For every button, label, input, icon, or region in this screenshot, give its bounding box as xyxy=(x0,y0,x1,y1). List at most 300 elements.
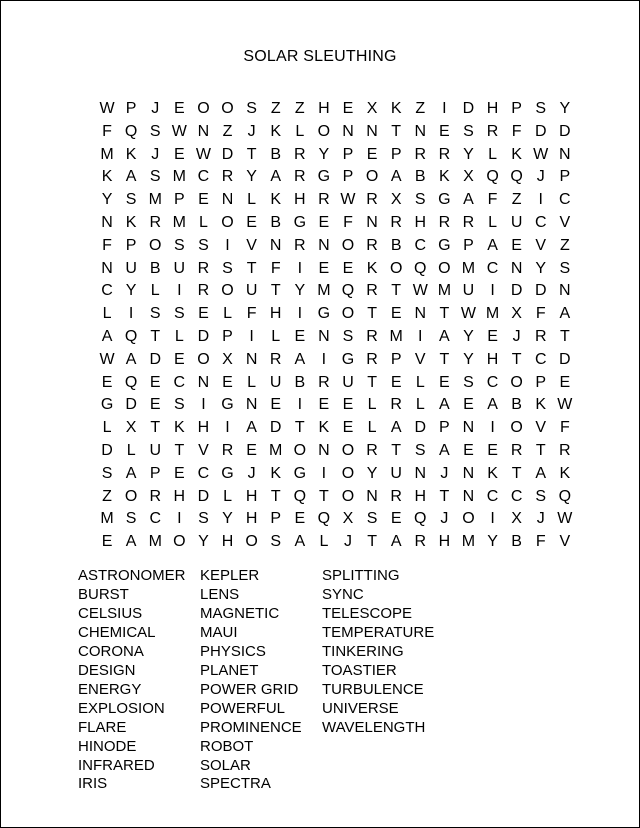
grid-letter: Y xyxy=(463,350,474,368)
grid-letter: C xyxy=(101,282,113,300)
grid-letter: Q xyxy=(510,168,523,186)
grid-letter: X xyxy=(463,168,474,186)
word-list-item: TELESCOPE xyxy=(322,604,413,622)
word-list-item: SOLAR xyxy=(200,756,251,774)
page-title: SOLAR SLEUTHING xyxy=(243,48,397,65)
grid-letter: N xyxy=(101,213,113,231)
word-list-column-3 xyxy=(322,567,462,794)
grid-letter: F xyxy=(535,305,546,323)
grid-letter: S xyxy=(246,100,257,117)
grid-letter: G xyxy=(341,350,355,368)
grid-letter: I xyxy=(418,327,423,345)
grid-letter: R xyxy=(149,213,162,231)
grid-letter: N xyxy=(462,419,475,437)
grid-letter: A xyxy=(439,441,450,459)
grid-letter: A xyxy=(125,350,137,368)
grid-letter: N xyxy=(414,305,427,323)
grid-letter: H xyxy=(438,533,451,551)
grid-row xyxy=(95,326,577,349)
grid-letter: B xyxy=(414,168,426,186)
grid-letter: T xyxy=(391,282,402,300)
grid-letter: R xyxy=(366,327,378,345)
grid-letter: C xyxy=(534,350,547,368)
grid-letter: Y xyxy=(294,282,306,300)
grid-letter: D xyxy=(125,396,137,414)
grid-letter: A xyxy=(246,419,257,437)
grid-letter: I xyxy=(442,100,447,117)
word-list-item: TEMPERATURE xyxy=(322,623,435,641)
grid-letter: E xyxy=(270,396,282,414)
grid-letter: K xyxy=(559,464,571,482)
grid-letter: R xyxy=(438,145,451,163)
grid-letter: W xyxy=(340,191,356,209)
grid-letter: K xyxy=(487,464,498,482)
grid-letter: M xyxy=(317,282,331,300)
grid-letter: L xyxy=(367,396,377,414)
word-list-item: INFRARED xyxy=(78,756,155,774)
grid-letter: Q xyxy=(124,327,138,345)
grid-letter: P xyxy=(149,464,161,482)
grid-letter: M xyxy=(461,533,476,551)
grid-letter: W xyxy=(557,510,573,528)
grid-letter: K xyxy=(270,122,282,140)
grid-letter: W xyxy=(195,145,211,163)
word-list-item: ENERGY xyxy=(78,680,142,698)
grid-row xyxy=(95,144,577,167)
grid-letter: N xyxy=(318,327,330,345)
grid-letter: G xyxy=(221,464,234,482)
grid-letter: S xyxy=(149,122,161,140)
grid-letter: N xyxy=(197,122,210,140)
grid-letter: S xyxy=(414,441,426,459)
word-list-column-2 xyxy=(200,567,322,794)
grid-letter: I xyxy=(490,419,495,437)
grid-letter: O xyxy=(173,533,186,551)
grid-letter: P xyxy=(222,327,233,345)
grid-letter: G xyxy=(293,213,307,231)
grid-letter: I xyxy=(128,305,134,323)
grid-letter: P xyxy=(559,168,571,186)
grid-letter: T xyxy=(270,487,281,505)
grid-letter: R xyxy=(197,282,210,300)
grid-letter: I xyxy=(490,282,495,300)
word-list-item: POWER GRID xyxy=(200,680,299,698)
grid-letter: E xyxy=(173,350,185,368)
grid-letter: S xyxy=(198,510,209,528)
grid-letter: X xyxy=(390,191,402,209)
grid-letter: H xyxy=(486,350,499,368)
grid-letter: R xyxy=(197,259,210,277)
grid-letter: F xyxy=(487,191,498,209)
grid-letter: R xyxy=(366,191,378,209)
word-list-item: IRIS xyxy=(78,775,108,793)
word-list xyxy=(78,567,462,794)
grid-letter: I xyxy=(297,259,303,277)
grid-letter: K xyxy=(125,145,137,163)
grid-letter: N xyxy=(414,464,427,482)
grid-letter: X xyxy=(511,510,522,528)
grid-letter: E xyxy=(463,441,474,459)
grid-letter: D xyxy=(510,282,523,300)
grid-letter: E xyxy=(149,373,161,391)
grid-letter: N xyxy=(245,350,258,368)
grid-letter: D xyxy=(534,282,547,300)
grid-letter: Z xyxy=(559,236,570,254)
grid-letter: T xyxy=(270,282,281,300)
grid-letter: N xyxy=(462,487,475,505)
word-list-item: WAVELENGTH xyxy=(322,718,426,736)
word-list-item: ROBOT xyxy=(200,737,254,755)
grid-row xyxy=(95,98,577,121)
grid-letter: V xyxy=(535,419,547,437)
grid-row xyxy=(95,280,577,303)
grid-letter: P xyxy=(511,100,522,117)
grid-letter: O xyxy=(221,282,234,300)
grid-letter: A xyxy=(559,305,571,323)
grid-letter: L xyxy=(367,419,377,437)
grid-row xyxy=(95,508,577,531)
grid-letter: T xyxy=(367,373,377,391)
grid-letter: M xyxy=(148,191,162,209)
grid-letter: A xyxy=(294,533,306,551)
grid-letter: C xyxy=(486,259,499,277)
grid-letter: P xyxy=(173,191,185,209)
grid-letter: G xyxy=(317,168,331,186)
grid-letter: O xyxy=(293,441,307,459)
grid-letter: F xyxy=(535,533,546,551)
grid-letter: T xyxy=(511,350,522,368)
word-list-item: CHEMICAL xyxy=(78,623,156,641)
grid-letter: D xyxy=(559,350,571,368)
grid-letter: N xyxy=(510,259,523,277)
grid-letter: N xyxy=(366,213,378,231)
grid-letter: L xyxy=(126,441,136,459)
grid-letter: L xyxy=(415,396,425,414)
grid-letter: N xyxy=(559,282,571,300)
grid-letter: L xyxy=(319,533,329,551)
grid-row xyxy=(95,531,577,554)
grid-letter: L xyxy=(247,373,257,391)
grid-letter: E xyxy=(294,327,306,345)
grid-letter: E xyxy=(198,305,209,323)
grid-letter: O xyxy=(197,350,210,368)
grid-letter: Y xyxy=(222,510,233,528)
grid-letter: K xyxy=(125,213,137,231)
grid-letter: T xyxy=(535,441,546,459)
word-list-item: TURBULENCE xyxy=(322,680,424,698)
grid-letter: R xyxy=(294,168,306,186)
grid-letter: H xyxy=(486,100,499,117)
grid-letter: S xyxy=(173,396,185,414)
grid-letter: H xyxy=(294,191,306,209)
grid-letter: C xyxy=(486,487,499,505)
grid-letter: O xyxy=(438,259,451,277)
grid-letter: H xyxy=(269,305,282,323)
grid-letter: O xyxy=(510,373,523,391)
grid-letter: Y xyxy=(101,191,113,209)
grid-row xyxy=(95,372,577,395)
grid-letter: N xyxy=(366,487,378,505)
grid-letter: S xyxy=(222,259,233,277)
grid-letter: T xyxy=(319,487,329,505)
grid-letter: T xyxy=(511,464,522,482)
grid-letter: O xyxy=(197,100,210,117)
grid-letter: C xyxy=(149,510,162,528)
grid-letter: O xyxy=(221,100,234,117)
grid-letter: E xyxy=(173,145,185,163)
grid-letter: S xyxy=(366,510,378,528)
grid-letter: Y xyxy=(125,282,137,300)
grid-letter: B xyxy=(511,396,522,414)
grid-letter: Y xyxy=(559,100,571,117)
grid-row xyxy=(95,440,577,463)
word-list-item: SYNC xyxy=(322,585,364,603)
grid-letter: W xyxy=(460,305,476,323)
grid-letter: L xyxy=(488,213,497,231)
grid-letter: F xyxy=(270,259,281,277)
grid-letter: A xyxy=(463,191,474,209)
grid-letter: T xyxy=(246,259,257,277)
grid-letter: M xyxy=(389,327,403,345)
grid-letter: S xyxy=(125,510,137,528)
word-list-item: UNIVERSE xyxy=(322,699,399,717)
grid-letter: Q xyxy=(341,282,355,300)
grid-letter: E xyxy=(439,373,450,391)
grid-letter: R xyxy=(269,350,282,368)
grid-letter: L xyxy=(223,487,232,505)
grid-letter: Q xyxy=(414,510,427,528)
grid-letter: H xyxy=(318,100,330,117)
grid-letter: O xyxy=(124,487,138,505)
grid-letter: H xyxy=(197,419,210,437)
grid-letter: W xyxy=(99,100,115,117)
grid-letter: R xyxy=(486,122,499,140)
grid-letter: T xyxy=(150,419,161,437)
grid-letter: V xyxy=(535,236,547,254)
grid-letter: M xyxy=(461,259,476,277)
grid-letter: J xyxy=(151,100,160,117)
grid-letter: K xyxy=(270,191,282,209)
grid-letter: S xyxy=(149,168,161,186)
grid-letter: I xyxy=(225,236,230,254)
grid-letter: L xyxy=(150,282,160,300)
grid-letter: D xyxy=(197,327,210,345)
letter-grid xyxy=(95,98,577,554)
grid-letter: R xyxy=(366,350,378,368)
grid-letter: W xyxy=(557,396,573,414)
grid-letter: G xyxy=(100,396,114,414)
grid-letter: N xyxy=(221,191,234,209)
grid-letter: D xyxy=(221,145,234,163)
grid-letter: E xyxy=(511,236,522,254)
grid-letter: R xyxy=(318,191,330,209)
grid-letter: A xyxy=(390,168,402,186)
grid-letter: S xyxy=(198,236,209,254)
grid-letter: I xyxy=(225,419,230,437)
grid-letter: W xyxy=(412,282,428,300)
grid-row xyxy=(95,417,577,440)
grid-letter: O xyxy=(341,441,355,459)
grid-letter: O xyxy=(341,487,355,505)
grid-letter: M xyxy=(485,305,500,323)
grid-letter: Q xyxy=(558,487,572,505)
grid-letter: E xyxy=(342,100,354,117)
grid-letter: S xyxy=(535,100,547,117)
grid-letter: C xyxy=(173,373,186,391)
grid-letter: A xyxy=(390,533,402,551)
grid-letter: U xyxy=(125,259,137,277)
grid-letter: E xyxy=(390,305,402,323)
grid-letter: A xyxy=(125,533,137,551)
grid-letter: L xyxy=(102,305,112,323)
grid-letter: S xyxy=(173,236,185,254)
grid-letter: J xyxy=(343,533,352,551)
grid-letter: N xyxy=(197,373,210,391)
grid-letter: J xyxy=(151,145,160,163)
grid-letter: C xyxy=(534,213,547,231)
grid-letter: Y xyxy=(366,464,378,482)
grid-letter: E xyxy=(487,327,498,345)
grid-letter: O xyxy=(149,236,162,254)
grid-letter: A xyxy=(390,419,402,437)
grid-letter: P xyxy=(390,145,402,163)
grid-letter: R xyxy=(149,487,162,505)
grid-letter: E xyxy=(559,373,571,391)
word-list-item: MAGNETIC xyxy=(200,604,280,622)
grid-letter: A xyxy=(125,464,137,482)
grid-letter: T xyxy=(246,145,257,163)
grid-letter: Y xyxy=(246,168,257,186)
grid-row xyxy=(95,121,577,144)
grid-letter: M xyxy=(437,282,452,300)
grid-letter: D xyxy=(197,487,210,505)
grid-letter: O xyxy=(341,305,355,323)
grid-letter: W xyxy=(99,350,115,368)
grid-letter: I xyxy=(297,305,303,323)
grid-letter: H xyxy=(173,487,186,505)
grid-letter: T xyxy=(439,350,450,368)
word-list-item: POWERFUL xyxy=(200,699,286,717)
grid-letter: Y xyxy=(318,145,330,163)
grid-letter: P xyxy=(125,100,137,117)
grid-letter: F xyxy=(511,122,522,140)
word-list-item: KEPLER xyxy=(200,567,260,584)
grid-letter: P xyxy=(125,236,137,254)
grid-letter: H xyxy=(245,510,258,528)
grid-letter: A xyxy=(294,350,306,368)
grid-letter: Z xyxy=(222,122,233,140)
grid-letter: E xyxy=(390,510,402,528)
grid-letter: J xyxy=(440,510,449,528)
grid-letter: P xyxy=(390,350,402,368)
grid-letter: N xyxy=(559,145,571,163)
grid-letter: G xyxy=(317,305,331,323)
grid-letter: F xyxy=(102,236,112,254)
grid-letter: K xyxy=(270,464,282,482)
grid-letter: R xyxy=(462,213,475,231)
word-list-item: PROMINENCE xyxy=(200,718,302,736)
grid-letter: R xyxy=(390,213,402,231)
grid-letter: J xyxy=(247,464,256,482)
grid-letter: E xyxy=(246,213,257,231)
word-list-item: SPECTRA xyxy=(200,775,271,793)
grid-letter: X xyxy=(125,419,137,437)
grid-letter: R xyxy=(390,487,402,505)
grid-letter: Q xyxy=(124,122,138,140)
grid-letter: D xyxy=(559,122,571,140)
word-list-item: MAUI xyxy=(200,623,238,641)
grid-letter: E xyxy=(487,441,498,459)
grid-letter: E xyxy=(318,396,330,414)
grid-letter: O xyxy=(341,464,355,482)
grid-letter: E xyxy=(366,145,378,163)
grid-letter: D xyxy=(269,419,282,437)
grid-letter: T xyxy=(439,487,450,505)
grid-letter: M xyxy=(100,510,114,528)
grid-letter: G xyxy=(438,236,451,254)
grid-letter: L xyxy=(415,373,425,391)
word-list-item: HINODE xyxy=(78,737,137,755)
grid-letter: R xyxy=(438,213,451,231)
grid-letter: G xyxy=(221,396,234,414)
grid-letter: R xyxy=(510,441,523,459)
grid-letter: R xyxy=(414,145,427,163)
grid-letter: N xyxy=(269,236,282,254)
grid-letter: V xyxy=(559,213,571,231)
grid-letter: R xyxy=(318,373,330,391)
grid-letter: S xyxy=(101,464,113,482)
grid-letter: H xyxy=(245,487,258,505)
grid-letter: I xyxy=(249,327,254,345)
grid-letter: E xyxy=(173,464,185,482)
grid-letter: P xyxy=(342,145,354,163)
grid-letter: E xyxy=(294,510,306,528)
grid-letter: N xyxy=(101,259,113,277)
grid-letter: Z xyxy=(511,191,522,209)
grid-letter: N xyxy=(318,236,330,254)
grid-row xyxy=(95,463,577,486)
grid-letter: E xyxy=(246,441,257,459)
grid-letter: E xyxy=(318,259,330,277)
grid-letter: Q xyxy=(124,373,138,391)
grid-letter: R xyxy=(534,327,547,345)
grid-letter: T xyxy=(150,327,161,345)
grid-letter: N xyxy=(462,464,475,482)
grid-letter: J xyxy=(536,168,545,186)
grid-letter: K xyxy=(511,145,522,163)
grid-row xyxy=(95,258,577,281)
grid-letter: A xyxy=(487,396,498,414)
grid-letter: J xyxy=(536,510,545,528)
grid-letter: R xyxy=(414,533,427,551)
grid-letter: K xyxy=(366,259,378,277)
grid-letter: S xyxy=(463,373,474,391)
grid-letter: E xyxy=(342,396,354,414)
grid-row xyxy=(95,235,577,258)
word-list-item: TOASTIER xyxy=(322,661,397,679)
grid-letter: U xyxy=(510,213,523,231)
grid-letter: Q xyxy=(486,168,499,186)
grid-letter: M xyxy=(172,168,186,186)
grid-letter: D xyxy=(101,441,113,459)
grid-letter: M xyxy=(100,145,114,163)
grid-letter: U xyxy=(269,373,282,391)
grid-letter: S xyxy=(463,122,474,140)
grid-letter: M xyxy=(172,213,186,231)
grid-letter: B xyxy=(149,259,161,277)
grid-letter: E xyxy=(101,533,113,551)
grid-letter: I xyxy=(490,510,495,528)
